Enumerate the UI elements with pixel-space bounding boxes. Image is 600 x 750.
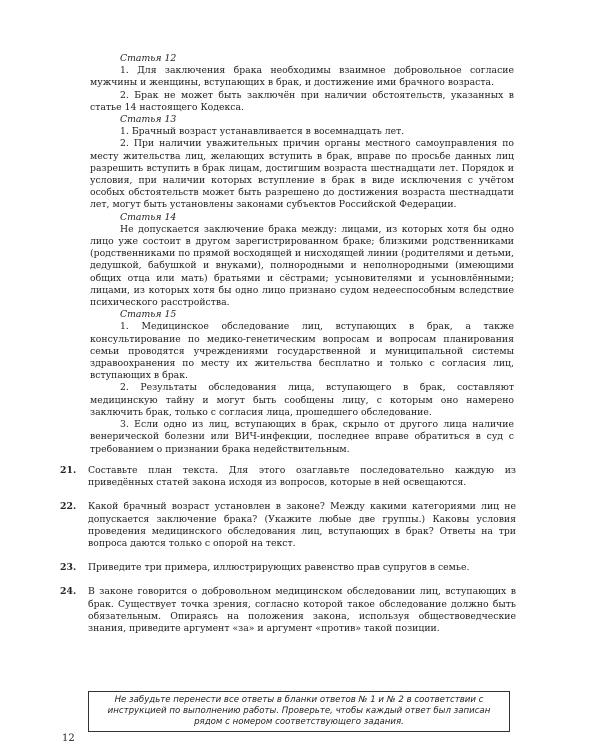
article-15-paragraph-3: 3. Если одно из лиц, вступающих в брак, скрыло от другого лица наличие венерической болезни или ВИЧ-инфекции, последнее вправе обратиться в суд с требованием о признании брака недействительным. [90,419,514,455]
question-23 [60,562,516,574]
article-13-heading: Статья 13 [120,114,177,126]
question-number: 24. [60,586,77,598]
question-number: 21. [60,465,77,476]
article-12-paragraph-1: 1. Для заключения брака необходимы взаимное добровольное согласие мужчины и женщины, вступающих в брак, и достижение ими брачного возраста. [90,65,514,89]
question-24 [60,586,516,635]
article-13-paragraph-1: 1. Брачный возраст устанавливается в восемнадцать лет. [120,126,405,138]
article-12-heading: Статья 12 [120,53,177,64]
question-text: Приведите три примера, иллюстрирующих равенство прав супругов в семье. [88,562,470,574]
question-text: Составьте план текста. Для этого озаглавьте последовательно каждую из приведённых статей закона исходя из вопросов, которые в ней освещаются. [88,465,516,489]
article-15-paragraph-2: 2. Результаты обследования лица, вступающего в брак, составляют медицинскую тайну и могут быть сообщены лицу, с которым оно намерено заключить брак, только с согласия лица, прошедшего обследование. [90,382,514,418]
article-15-paragraph-1: 1. Медицинское обследование лиц, вступающих в брак, а также консультирование по медико-генетическим вопросам и вопросам планирования семьи проводятся учреждениями государственной и муниципальной системы здравоохранения по месту их жительства бесплатно и только с согласия лиц, вступающих в брак. [90,321,514,382]
article-12-paragraph-2: 2. Брак не может быть заключён при наличии обстоятельств, указанных в статье 14 настоящего Кодекса. [90,89,514,113]
question-text: Какой брачный возраст установлен в законе? Между какими категориями лиц не допускается заключение брака? (Укажите любые две группы.) Каковы условия проведения медицинского обследования лиц, вступающих в брак? Ответы на три вопроса даются только с опорой на текст. [88,501,516,550]
question-list [60,465,516,647]
question-number: 22. [60,501,77,513]
question-21 [60,465,516,489]
article-13-paragraph-2: 2. При наличии уважительных причин органы местного самоуправления по месту жительства лиц, желающих вступить в брак, вправе по просьбе данных лиц разрешить вступить в брак лицам, достигшим возраста шестнадцати лет. Порядок и условия, при наличии которых вступление в брак в виде исключения с учётом особых обстоятельств может быть разрешено до достижения возраста шестнадцати лет, могут быть установлены законами субъектов Российской Федерации. [90,138,514,211]
article-15-heading: Статья 15 [120,309,177,321]
page-number: 12 [62,733,75,744]
article-14-paragraph-1: Не допускается заключение брака между: лицами, из которых хотя бы одно лицо уже состоит в другом зарегистрированном браке; близкими родственниками (родственниками по прямой восходящей и нисходящей линии (родителями и детьми, дедушкой, бабушкой и внуками), полнородными и неполнородными (имеющими общих отца или мать) братьями и сёстрами; усыновителями и усыновлёнными; лицами, из которых хотя бы одно лицо признано судом недееспособным вследствие психического расстройства. [90,223,514,309]
law-text [90,53,514,456]
question-22 [60,501,516,550]
article-14-heading: Статья 14 [120,211,177,223]
question-text: В законе говорится о добровольном медицинском обследовании лиц, вступающих в брак. Существует точка зрения, согласно которой такое обследование должно быть обязательным. Опираясь на положения закона, используя обществоведческие знания, приведите аргумент «за» и аргумент «против» такой позиции. [88,586,516,635]
question-number: 23. [60,562,77,574]
answer-transfer-notice: Не забудьте перенести все ответы в бланки ответов № 1 и № 2 в соответствии с инструкцией по выполнению работы. Проверьте, чтобы каждый ответ был записан рядом с номером соответствующего задания. [88,691,510,732]
